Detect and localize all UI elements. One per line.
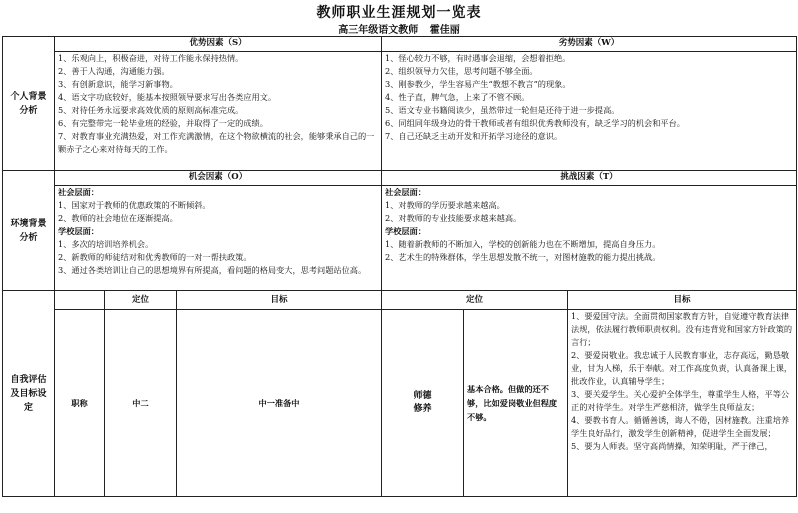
list-item: 1、随着新教师的不断加入，学校的创新能力也在不断增加，提高自身压力。 [385, 239, 661, 249]
list-item: 2、教师的社会地位在逐渐提高。 [58, 213, 178, 223]
list-item: 2、要爱岗敬业。我忠诚于人民教育事业，志存高远，勤恳敬业，甘为人梯，乐于奉献。对工作高度负责，认真备课上课，批改作业，认真辅导学生； [571, 350, 793, 386]
section-label: 学校层面： [385, 226, 426, 236]
environment-content-row [3, 186, 797, 291]
opportunities-list [55, 186, 382, 291]
threats-list [382, 186, 797, 291]
weaknesses-list [382, 52, 797, 171]
ethics-goals [568, 310, 797, 497]
list-item: 1、要爱国守法。全面贯彻国家教育方针，自觉遵守教育法律法规，依法履行教师职责权利。没有违背党和国家方针政策的言行； [571, 311, 793, 347]
list-item: 2、组织领导力欠佳，思考问题不够全面。 [385, 66, 538, 76]
list-item: 3、有创新意识，能学习新事物。 [58, 79, 178, 89]
position-header: 定位 [105, 291, 177, 310]
list-item: 1、多次的培训培养机会。 [58, 239, 154, 249]
list-item: 1、国家对于教师的优惠政策的不断倾斜。 [58, 200, 211, 210]
goal-header: 目标 [177, 291, 382, 310]
blank-header [55, 291, 105, 310]
list-item: 7、对教育事业充满热爱，对工作充满激情，在这个物欲横流的社会，能够秉承自己的一颗赤子之心来对待每天的工作。 [58, 131, 375, 154]
list-item: 2、艺术生的特殊群体，学生思想发散不统一，对图材施教的能力提出挑战。 [385, 252, 661, 262]
strengths-header: 优势因素（S） [55, 37, 382, 52]
list-item: 2、善于人沟通，沟通能力强。 [58, 66, 170, 76]
personal-row-label: 个人背景 分析 [3, 37, 55, 171]
list-item: 2、对教师的专业技能要求越来越高。 [385, 213, 522, 223]
career-plan-table [2, 36, 797, 497]
ethics-position: 基本合格。但做的还不够，比如爱岗敬业但程度不够。 [464, 310, 568, 497]
list-item: 1、怪心较力不够，有时遇事会退缩，会想着拒绝。 [385, 53, 571, 63]
position-header-2: 定位 [382, 291, 568, 310]
list-item: 2、新教师的师徒结对和优秀教师的一对一帮扶政策。 [58, 252, 252, 262]
section-label: 学校层面： [58, 226, 99, 236]
threats-header: 挑战因素（T） [382, 171, 797, 186]
title-position: 中二 [105, 310, 177, 497]
title-label: 职称 [55, 310, 105, 497]
list-item: 4、要教书育人。循循善诱，诲人不倦，因材施教。注重培养学生良好品行，激发学生创新精神，促进学生全面发展； [571, 415, 790, 438]
ethics-label: 师德 修养 [382, 310, 464, 497]
environment-header-row [3, 171, 797, 186]
personal-content-row [3, 52, 797, 171]
list-item: 1、对教师的学历要求越来越高。 [385, 200, 505, 210]
list-item: 3、要关爱学生。关心爱护全体学生，尊重学生人格，平等公正的对待学生。对学生严慈相济，做学生良师益友； [571, 389, 790, 412]
list-item: 6、有完整带完一轮毕业班的经验，并取得了一定的成绩。 [58, 118, 268, 128]
list-item: 3、刚参教少，学生容易产生“教想不教言”的现象。 [385, 79, 571, 89]
title-goal: 中一准备中 [177, 310, 382, 497]
section-label: 社会层面： [58, 187, 99, 197]
opportunities-header: 机会因素（O） [55, 171, 382, 186]
list-item: 1、乐观向上，积极奋进，对待工作能永保持热情。 [58, 53, 244, 63]
page-subtitle [0, 21, 798, 36]
personal-header-row [3, 37, 797, 52]
weaknesses-header: 劣势因素（W） [382, 37, 797, 52]
teacher-name: 霍佳丽 [429, 25, 460, 36]
list-item: 5、语文专业书籍阅读少，虽然带过一轮但是还待于进一步提高。 [385, 105, 620, 115]
self-eval-content-row [3, 310, 797, 497]
list-item: 7、自己还缺乏主动开发和开拓学习途径的意识。 [385, 131, 563, 141]
self-eval-row-label: 自我评估 及目标设 定 [3, 291, 55, 497]
page-title: 教师职业生涯规划一览表 [316, 5, 482, 21]
list-item: 5、要为人师表。坚守高尚情操，知荣明耻，严于律己， [571, 441, 773, 451]
list-item: 6、同组同年级身边的骨干教师或者有组织优秀教师没有，缺乏学习的机会和平台。 [385, 118, 685, 128]
list-item: 4、语文字功底较好，能基本按照领导要求写出各类应用文。 [58, 92, 277, 102]
list-item: 5、对待任务永远要求高效优质的原则高标准完成。 [58, 105, 244, 115]
strengths-list [55, 52, 382, 171]
list-item: 3、通过各类培训让自己的思想境界有所提高，看问题的格局变大，思考问题站位高。 [58, 265, 367, 275]
section-label: 社会层面： [385, 187, 426, 197]
self-eval-header-row [3, 291, 797, 310]
environment-row-label: 环境背景 分析 [3, 171, 55, 291]
teacher-role: 高三年级语文教师 [338, 25, 419, 36]
list-item: 4、性子直，脾气急，上来了不管不顾。 [385, 92, 530, 102]
goal-header-2: 目标 [568, 291, 797, 310]
